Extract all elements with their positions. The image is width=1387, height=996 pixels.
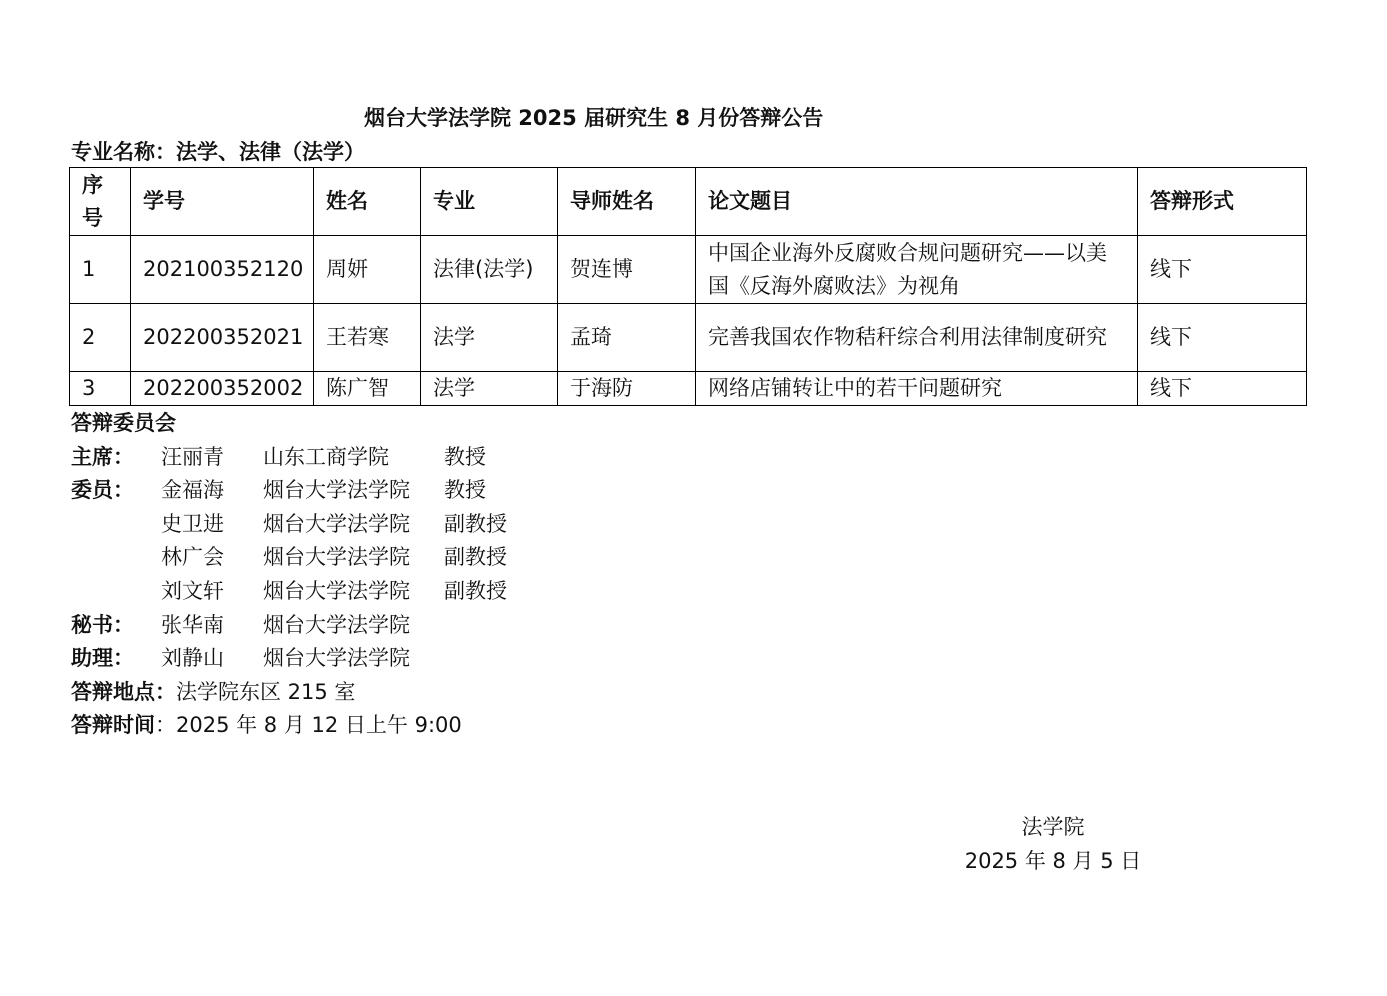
table-row <box>70 236 1307 304</box>
assistant-line <box>71 642 462 676</box>
chair-role-label: 主席： <box>71 444 134 469</box>
member-org: 烟台大学法学院 <box>263 511 410 536</box>
major-value: 法学、法律（法学） <box>176 140 365 164</box>
header-student-id: 学号 <box>131 168 314 236</box>
cell-name: 周妍 <box>314 236 421 304</box>
cell-thesis-title: 中国企业海外反腐败合规问题研究——以美国《反海外腐败法》为视角 <box>696 236 1138 304</box>
signature-org: 法学院 <box>1021 815 1085 839</box>
secretary-org: 烟台大学法学院 <box>263 612 410 637</box>
header-index: 序号 <box>70 168 131 236</box>
table-row <box>70 304 1307 372</box>
chair-line <box>71 441 486 475</box>
members-role-label: 委员： <box>71 478 134 503</box>
cell-thesis-title: 完善我国农作物秸秆综合利用法律制度研究 <box>696 304 1138 372</box>
location-label: 答辩地点： <box>71 679 176 704</box>
cell-student-id: 202200352021 <box>131 304 314 372</box>
location-value: 法学院东区 215 室 <box>176 679 356 704</box>
member-line <box>71 508 507 542</box>
time-label: 答辩时间 <box>71 713 155 738</box>
cell-thesis-title: 网络店铺转让中的若干问题研究 <box>696 372 1138 406</box>
header-name: 姓名 <box>314 168 421 236</box>
member-line <box>71 541 507 575</box>
member-title: 教授 <box>444 478 486 503</box>
member-org: 烟台大学法学院 <box>263 578 410 603</box>
cell-defense-format: 线下 <box>1138 372 1307 406</box>
member-line <box>71 474 486 508</box>
member-name: 金福海 <box>161 478 224 503</box>
member-org: 烟台大学法学院 <box>263 545 410 570</box>
assistant-org: 烟台大学法学院 <box>263 646 410 671</box>
cell-index: 1 <box>70 236 131 304</box>
cell-advisor: 于海防 <box>558 372 696 406</box>
header-advisor: 导师姓名 <box>558 168 696 236</box>
signature-date: 2025 年 8 月 5 日 <box>964 849 1142 873</box>
defense-table <box>69 167 1307 406</box>
member-name: 林广会 <box>161 545 224 570</box>
cell-name: 陈广智 <box>314 372 421 406</box>
cell-advisor: 孟琦 <box>558 304 696 372</box>
cell-major: 法律(法学) <box>421 236 558 304</box>
header-thesis-title: 论文题目 <box>696 168 1138 236</box>
secretary-line <box>71 609 462 643</box>
cell-index: 3 <box>70 372 131 406</box>
member-title: 副教授 <box>444 511 507 536</box>
assistant-role-label: 助理： <box>71 646 134 671</box>
location-line <box>71 676 462 710</box>
chair-title: 教授 <box>444 444 486 469</box>
cell-index: 2 <box>70 304 131 372</box>
cell-advisor: 贺连博 <box>558 236 696 304</box>
member-title: 副教授 <box>444 578 507 603</box>
cell-defense-format: 线下 <box>1138 236 1307 304</box>
cell-student-id: 202200352002 <box>131 372 314 406</box>
cell-name: 王若寒 <box>314 304 421 372</box>
time-line <box>71 709 462 743</box>
secretary-role-label: 秘书： <box>71 612 134 637</box>
table-row <box>70 372 1307 406</box>
chair-name: 汪丽青 <box>161 444 224 469</box>
signature-block <box>940 810 1166 878</box>
cell-student-id: 202100352120 <box>131 236 314 304</box>
assistant-name: 刘静山 <box>161 646 224 671</box>
major-label: 专业名称： <box>71 140 176 164</box>
announcement-title: 烟台大学法学院 2025 届研究生 8 月份答辩公告 <box>364 106 824 130</box>
member-title: 副教授 <box>444 545 507 570</box>
committee-section <box>71 407 507 743</box>
cell-major: 法学 <box>421 304 558 372</box>
member-line <box>71 575 507 609</box>
secretary-name: 张华南 <box>161 612 224 637</box>
time-value: ：2025 年 8 月 12 日上午 9:00 <box>155 713 462 738</box>
cell-major: 法学 <box>421 372 558 406</box>
header-defense-format: 答辩形式 <box>1138 168 1307 236</box>
member-name: 刘文轩 <box>161 578 224 603</box>
table-header-row <box>70 168 1307 236</box>
member-name: 史卫进 <box>161 511 224 536</box>
major-line <box>71 136 365 166</box>
committee-heading: 答辩委员会 <box>71 411 176 435</box>
chair-org: 山东工商学院 <box>263 444 389 469</box>
member-org: 烟台大学法学院 <box>263 478 410 503</box>
cell-defense-format: 线下 <box>1138 304 1307 372</box>
header-major: 专业 <box>421 168 558 236</box>
